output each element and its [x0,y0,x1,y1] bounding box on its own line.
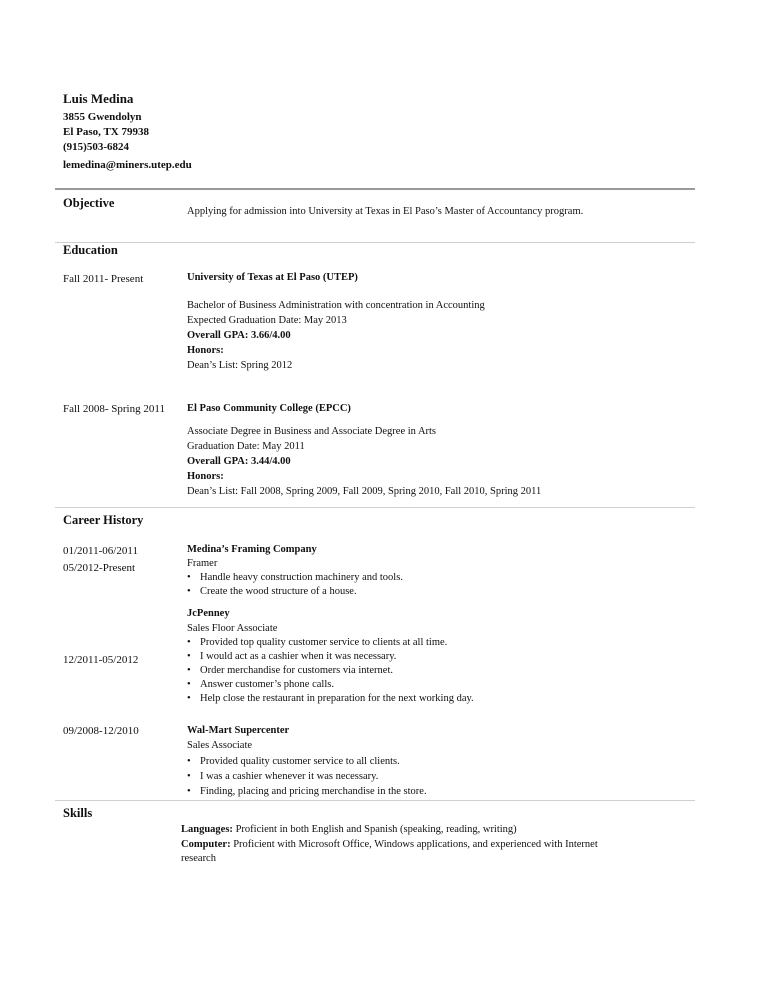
job-title: Framer [187,558,218,569]
header-divider [55,188,695,190]
school-name: University of Texas at El Paso (UTEP) [187,272,358,283]
objective-divider [55,242,695,243]
job-duty: • Finding, placing and pricing merchandise in the store. [187,786,427,797]
education-date: Fall 2011- Present [63,273,144,285]
job-duty: • Create the wood structure of a house. [187,586,357,597]
honors-label: Honors: [187,471,224,482]
honors-label: Honors: [187,345,224,356]
objective-text: Applying for admission into University at Texas in El Paso’s Master of Accountancy program. [187,206,584,217]
job-title: Sales Floor Associate [187,623,278,634]
job-duty: • Provided quality customer service to all clients. [187,756,400,767]
skill-computer: Computer: Proficient with Microsoft Office, Windows applications, and experienced with Internet [181,839,598,850]
job-title: Sales Associate [187,740,253,751]
job-duty: • Provided top quality customer service to clients at all time. [187,637,448,648]
job-duty: • Answer customer’s phone calls. [187,679,334,690]
job-duty: • I would act as a cashier when it was necessary. [187,651,397,662]
address-line-2: El Paso, TX 79938 [63,126,149,138]
job-duty: • I was a cashier whenever it was necessary. [187,771,379,782]
education-divider [55,507,695,508]
skill-languages: Languages: Proficient in both English and Spanish (speaking, reading, writing) [181,824,517,835]
email-address: lemedina@miners.utep.edu [63,159,192,171]
company-name: Wal-Mart Supercenter [187,725,290,736]
degree: Bachelor of Business Administration with concentration in Accounting [187,300,485,311]
job-duty: • Order merchandise for customers via internet. [187,665,394,676]
objective-heading: Objective [63,196,115,210]
career-divider [55,800,695,801]
school-name: El Paso Community College (EPCC) [187,403,351,414]
job-duty: • Handle heavy construction machinery and tools. [187,572,403,583]
applicant-name: Luis Medina [63,91,134,106]
address-line-1: 3855 Gwendolyn [63,111,142,123]
company-name: JcPenney [187,608,230,619]
education-date: Fall 2008- Spring 2011 [63,403,165,415]
job-duty: • Help close the restaurant in preparation for the next working day. [187,693,474,704]
degree: Associate Degree in Business and Associate Degree in Arts [187,426,437,437]
honors: Dean’s List: Fall 2008, Spring 2009, Fall 2009, Spring 2010, Fall 2010, Spring 2011 [187,486,542,497]
honors: Dean’s List: Spring 2012 [187,360,293,371]
job-date: 12/2011-05/2012 [63,654,139,666]
education-heading: Education [63,243,118,257]
graduation-date: Graduation Date: May 2011 [187,441,305,452]
skills-heading: Skills [63,806,93,820]
job-date: 09/2008-12/2010 [63,725,139,737]
company-name: Medina’s Framing Company [187,544,317,555]
gpa: Overall GPA: 3.44/4.00 [187,456,291,467]
graduation-date: Expected Graduation Date: May 2013 [187,315,347,326]
skill-computer-continued: research [181,853,216,864]
phone-number: (915)503-6824 [63,141,129,153]
job-date: 01/2011-06/2011 [63,545,138,557]
career-heading: Career History [63,513,144,527]
gpa: Overall GPA: 3.66/4.00 [187,330,291,341]
job-date: 05/2012-Present [63,562,136,574]
